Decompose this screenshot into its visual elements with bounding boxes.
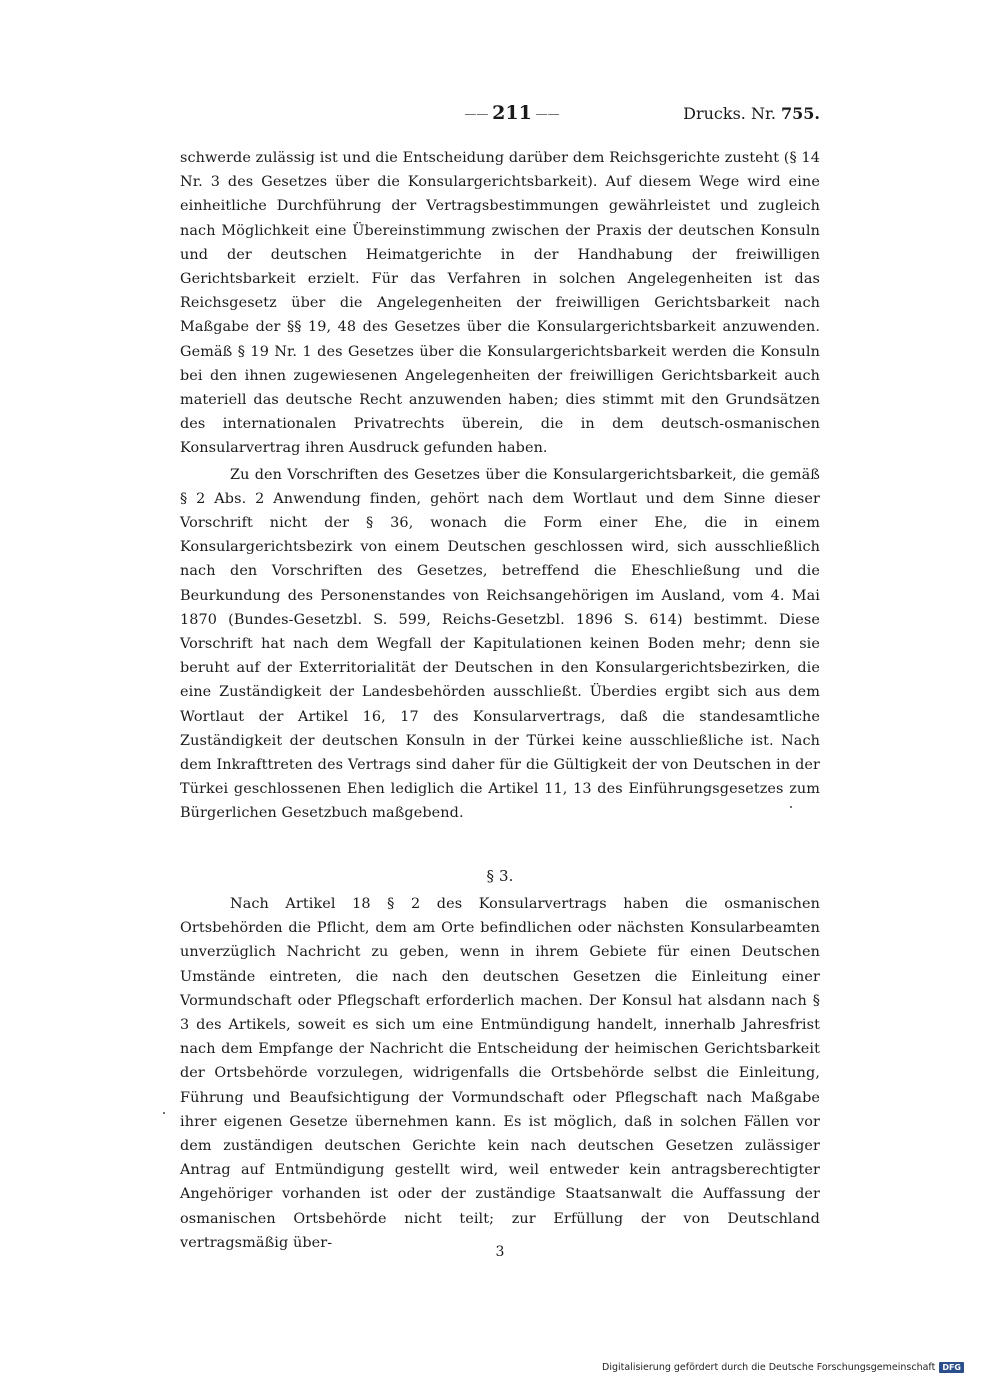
- dash-left: ——: [464, 107, 493, 121]
- print-speck: [163, 1112, 165, 1114]
- funding-note: [602, 1362, 964, 1373]
- page-number: [452, 102, 572, 124]
- section-heading: § 3.: [486, 866, 514, 885]
- funding-text: Digitalisierung gefördert durch die Deutsche Forschungsgemeinschaft: [602, 1362, 936, 1373]
- print-reference: [683, 104, 820, 123]
- body-text: [180, 146, 820, 1255]
- page-header: [180, 102, 820, 128]
- sheet-number: 3: [495, 1244, 505, 1260]
- section-paragraph: Nach Artikel 18 § 2 des Konsularvertrags haben die osmanischen Ortsbehörden die Pflicht, dem am Orte befindlichen oder nächsten Konsularbeamten unverzüglich Nachricht zu geben, wenn in ihrem Gebiete für einen Deutschen Umstände eintreten, die nach den deutschen Gesetzen die Einleitung einer Vormundschaft oder Pflegschaft erforderlich machen. Der Konsul hat alsdann nach § 3 des Artikels, soweit es sich um eine Entmündigung handelt, innerhalb Jahresfrist nach dem Empfange der Nachricht die Entscheidung der heimischen Gerichtsbarkeit der Ortsbehörde vorzulegen, widrigenfalls die Ortsbehörde selbst die Einleitung, Führung und Beaufsichtigung der Vormundschaft oder Pflegschaft nach Maßgabe ihrer eigenen Gesetze übernehmen kann. Es ist möglich, daß in solchen Fällen vor dem zuständigen deutschen Gerichte kein nach deutschen Gesetzen zulässiger Antrag auf Entmündigung gestellt wird, weil entweder kein antragsberechtigter Angehöriger vorhanden ist oder der zuständige Staatsanwalt die Auffassung der osmanischen Ortsbehörde nicht teilt; zur Erfüllung der von Deutschland vertragsmäßig über-: [180, 895, 820, 1251]
- page-number-value: 211: [492, 102, 532, 124]
- print-ref-number: 755.: [781, 104, 820, 123]
- paragraph-2: Zu den Vorschriften des Gesetzes über die Konsulargerichtsbarkeit, die gemäß § 2 Abs. 2 Anwendung finden, gehört nach dem Wortlaut und dem Sinne dieser Vorschrift nicht der § 36, wonach die Form einer Ehe, die in einem Konsulargerichtsbezirk von einem Deutschen geschlossen wird, sich ausschließlich nach den Vorschriften des Gesetzes, betreffend die Eheschließung und die Beurkundung des Personenstandes von Reichsangehörigen im Ausland, vom 4. Mai 1870 (Bundes-Gesetzbl. S. 599, Reichs-Gesetzbl. 1896 S. 614) bestimmt. Diese Vorschrift hat nach dem Wegfall der Kapitulationen keinen Boden mehr; denn sie beruht auf der Exterritorialität der Deutschen in den Konsulargerichtsbezirken, die eine Zuständigkeit der Landesbehörden ausschließt. Überdies ergibt sich aus dem Wortlaut der Artikel 16, 17 des Konsularvertrags, daß die standesamtliche Zuständigkeit der deutschen Konsuln in der Türkei keine ausschließliche ist. Nach dem Inkrafttreten des Vertrags sind daher für die Gültigkeit der von Deutschen in der Türkei geschlossenen Ehen lediglich die Artikel 11, 13 des Einführungsgesetzes zum Bürgerlichen Gesetzbuch maßgebend.: [180, 466, 820, 822]
- print-ref-prefix: Drucks. Nr.: [683, 104, 776, 123]
- dash-right: ——: [531, 107, 560, 121]
- paragraph-1: schwerde zulässig ist und die Entscheidung darüber dem Reichsgerichte zusteht (§ 14 Nr. 3 des Gesetzes über die Konsulargerichtsbarkeit). Auf diesem Wege wird eine einheitliche Durchführung der Vertragsbestimmungen gewährleistet und zugleich nach Möglichkeit eine Übereinstimmung zwischen der Praxis der deutschen Konsuln und der deutschen Heimatgerichte in der Handhabung der freiwilligen Gerichtsbarkeit erzielt. Für das Verfahren in solchen Angelegenheiten ist das Reichsgesetz über die Angelegenheiten der freiwilligen Gerichtsbarkeit nach Maßgabe der §§ 19, 48 des Gesetzes über die Konsulargerichtsbarkeit anzuwenden. Gemäß § 19 Nr. 1 des Gesetzes über die Konsulargerichtsbarkeit werden die Konsuln bei den ihnen zugewiesenen Angelegenheiten der freiwilligen Gerichtsbarkeit auch materiell das deutsche Recht anzuwenden haben; dies stimmt mit den Grundsätzen des internationalen Privatrechts überein, die in dem deutsch-osmanischen Konsularvertrag ihren Ausdruck gefunden haben.: [180, 150, 820, 457]
- print-speck: [790, 806, 792, 808]
- dfg-logo: DFG: [939, 1362, 964, 1373]
